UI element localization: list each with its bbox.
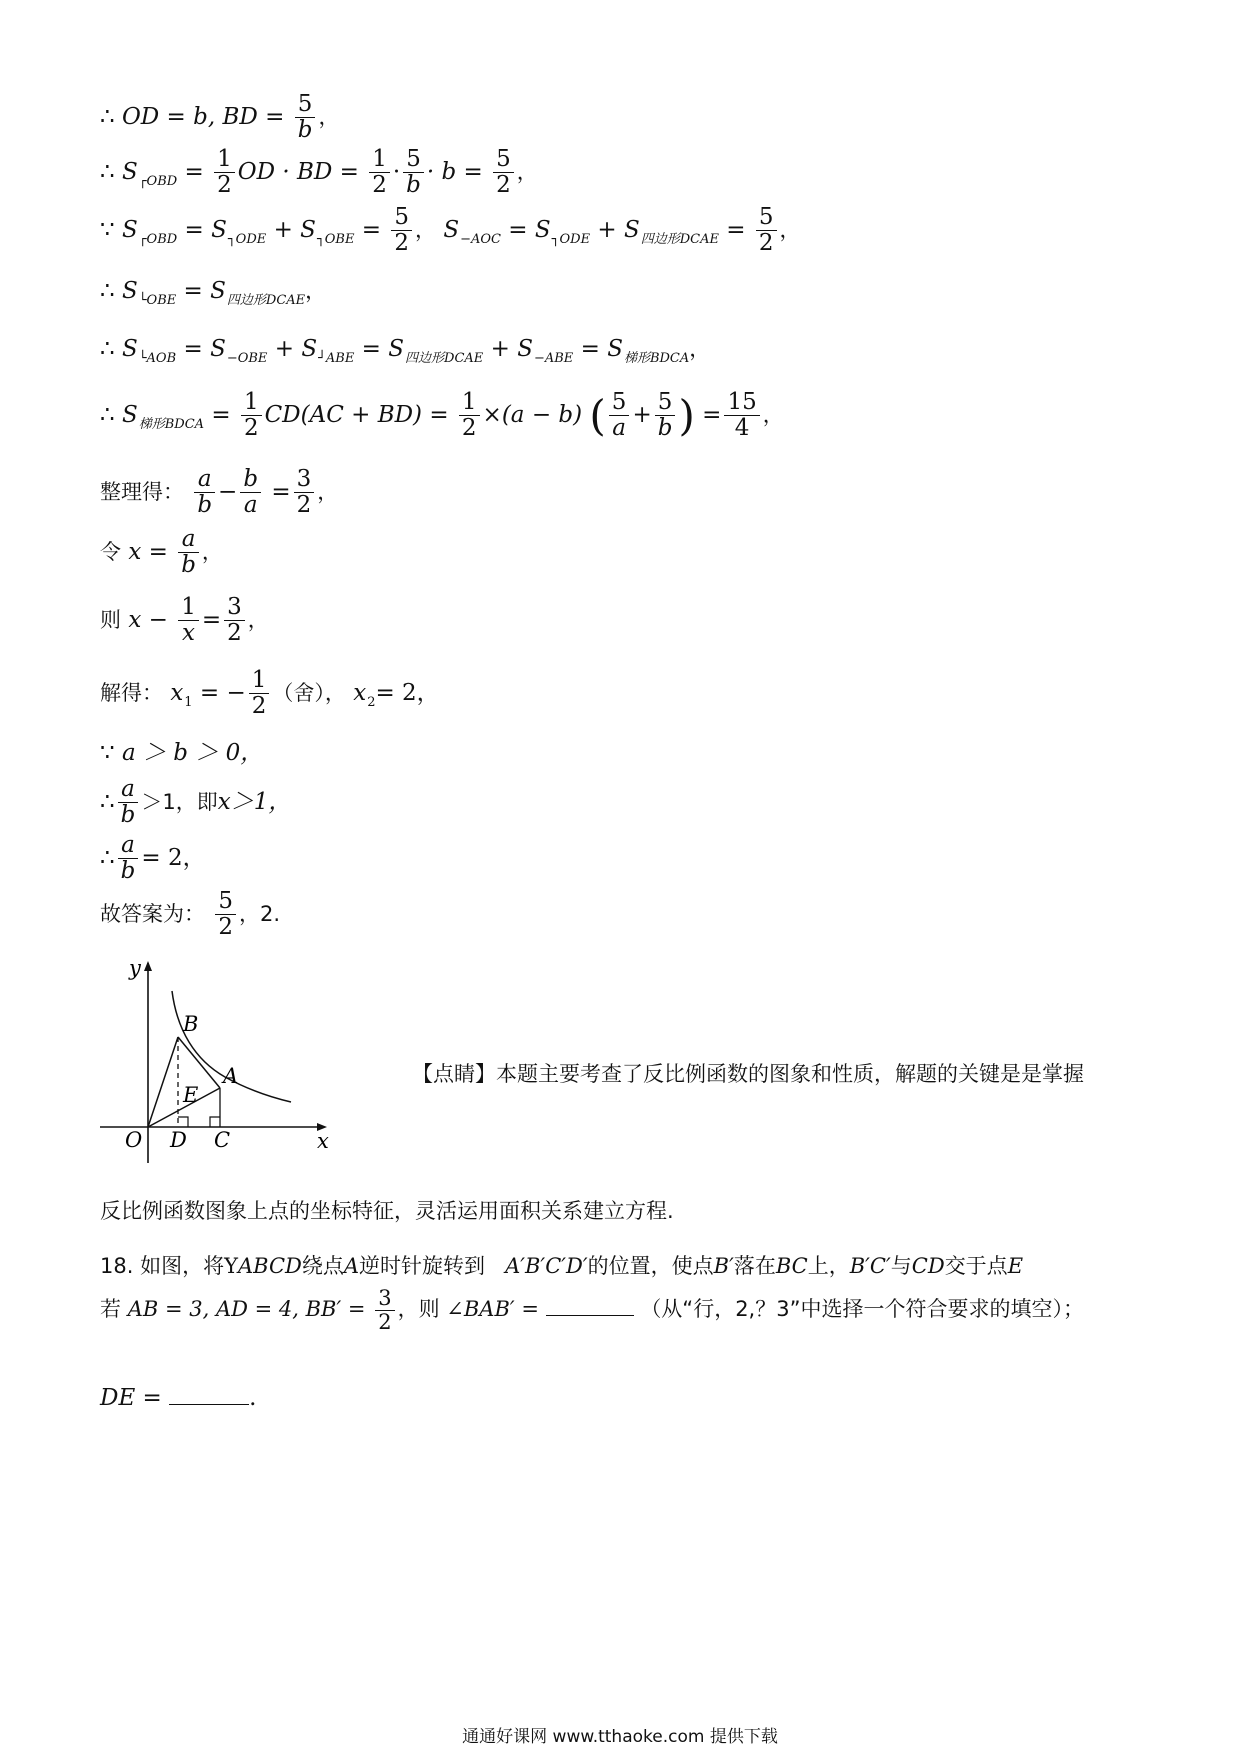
right-angle-C xyxy=(210,1117,220,1127)
function-graph-figure xyxy=(95,955,355,1175)
label-O: O xyxy=(125,1128,143,1152)
label-E: E xyxy=(183,1083,199,1107)
label-B: B xyxy=(183,1012,199,1036)
y-axis-arrow xyxy=(144,961,152,971)
question-18-line-1: 18. 如图，将YABCD绕点A逆时针旋转到 A′B′C′D′的位置，使点B′落在BC上，B′C′与CD交于点E xyxy=(100,1254,1024,1278)
answer-blank-2[interactable] xyxy=(169,1386,249,1405)
label-D: D xyxy=(170,1128,187,1152)
solution-line-9: 则 x − $\frac{1}{x}$ = $\frac{3}{2}$ ， xyxy=(100,594,269,647)
label-A: A xyxy=(223,1064,239,1088)
label-x: x xyxy=(317,1129,329,1153)
question-18-line-2: 若 AB = 3, AD = 4, BB′ = $\frac{3}{2}$ ，则 ∠BAB′ = （从“行，2,？3”中选择一个符合要求的填空）； xyxy=(100,1286,1084,1335)
solution-line-2: ∴ $S_{┌OBD}$ = $\frac{1}{2}$ OD · BD = $\frac{1}{2}$ · $\frac{5}{b}$ · b = $\frac{5}{2}$ ， xyxy=(100,146,538,199)
solution-line-5: ∴ $S_{└AOB} = S_{-OBE} + S_{┘ABE} = S_{四边形DCAE} + S_{-ABE} = S_{梯形BDCA}$， xyxy=(100,336,711,366)
solution-line-14: 故答案为： $\frac{5}{2}$ ，2. xyxy=(100,888,280,941)
solution-line-7: 整理得： $\frac{a}{b}$ − $\frac{b}{a}$ = $\frac{3}{2}$ ， xyxy=(100,466,339,519)
page-footer: 通通好课网 www.tthaoke.com 提供下载 xyxy=(462,1727,778,1747)
solution-line-10: 解得： $x_1$ = − $\frac{1}{2}$ （舍）， $x_2= 2$， xyxy=(100,667,440,720)
note-line-1: 【点睛】本题主要考查了反比例函数的图象和性质，解题的关键是是掌握 xyxy=(412,1062,1084,1086)
solution-line-3: ∵ $S_{┌OBD} = S_{┐ODE} + S_{┐OBE}$ = $\frac{5}{2}$ ， $S_{-AOC} = S_{┐ODE} + S_{四边形DCAE}$ = $\frac{5}{2}$ ， xyxy=(100,204,801,257)
solution-line-12: ∴ $\frac{a}{b}$ ＞1，即x＞1， xyxy=(100,776,292,829)
solution-line-1: ∴ OD = b, BD = $\frac{5}{b}$ ， xyxy=(100,91,340,144)
label-y: y xyxy=(129,956,141,980)
note-line-2: 反比例函数图象上点的坐标特征，灵活运用面积关系建立方程. xyxy=(100,1199,674,1223)
solution-line-8: 令 x = $\frac{a}{b}$ ， xyxy=(100,526,223,579)
right-angle-D xyxy=(178,1117,188,1127)
solution-line-4: ∴ $S_{└OBE} = S_{四边形DCAE}$， xyxy=(100,278,327,308)
label-C: C xyxy=(214,1128,231,1152)
question-18-line-3: DE = . xyxy=(100,1385,257,1411)
segment-AB xyxy=(178,1037,220,1088)
solution-line-13: ∴ $\frac{a}{b}$ = 2， xyxy=(100,832,206,885)
solution-line-6: ∴ $S_{梯形BDCA}$ = $\frac{1}{2}$ CD(AC + BD) = $\frac{1}{2}$ ×(a − b) ( $\frac{5}{a}$ + $\frac{5}{b}$ ) = $\frac{15}{4}$ ， xyxy=(100,389,784,442)
solution-line-11: ∵ a ＞ b ＞ 0， xyxy=(100,740,264,766)
answer-blank-1[interactable] xyxy=(546,1297,634,1316)
